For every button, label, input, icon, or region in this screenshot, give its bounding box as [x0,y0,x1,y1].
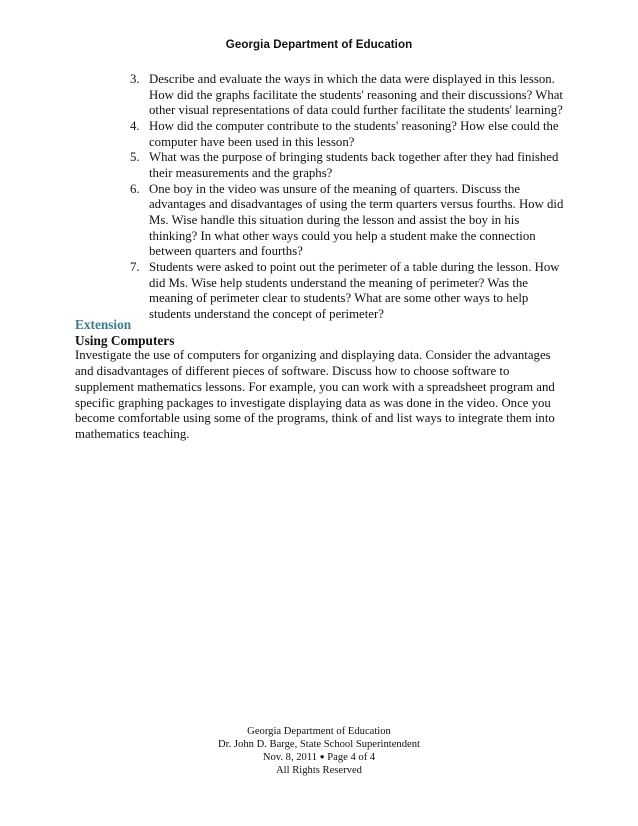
question-text: Describe and evaluate the ways in which the data were displayed in this lesson. How did the graphs facilitate the students' reasoning and their discussions? What other visual representations of data could further facilitate the students' learning? [149,72,563,118]
question-text: What was the purpose of bringing students back together after they had finished their measurements and the graphs? [149,150,559,180]
list-item [130,72,565,119]
footer-date: Nov. 8, 2011 [262,751,318,763]
bullet-separator-icon: ● [319,751,325,761]
list-item [130,150,565,181]
page-header [0,38,638,51]
question-number: 5. [130,150,140,165]
list-item [130,259,565,323]
discussion-question-list [0,72,638,323]
header-title: Georgia Department of Education [225,38,413,51]
extension-body: Investigate the use of computers for organizing and displaying data. Consider the advantages and disadvantages of different pieces of software. Discuss how to choose software to supplement mathematics lessons. For example, you can work with a spreadsheet program and specific graphing packages to investigate displaying data as was done in the video. Once you become comfortable using some of the programs, think of and list ways to integrate them into mathematics teaching. [75,348,555,441]
question-number: 3. [130,72,140,86]
footer-rights: All Rights Reserved [276,764,362,776]
list-item [130,118,565,150]
extension-section [75,317,565,443]
question-number: 6. [130,181,140,196]
extension-subheading: Using Computers [75,332,175,348]
footer-organization: Georgia Department of Education [247,726,391,737]
question-text: How did the computer contribute to the students' reasoning? How else could the computer have been used in this lesson? [149,118,559,149]
footer-superintendent: Dr. John D. Barge, State School Superintendent [218,738,420,750]
extension-heading: Extension [75,317,132,332]
page-footer [0,726,638,778]
question-text: Students were asked to point out the perimeter of a table during the lesson. How did Ms. Wise help students understand the meaning of perimeter? Was the meaning of perimeter clear to students? What are some other ways to help students understand the concept of perimeter? [149,259,560,321]
footer-date-page [0,752,638,765]
question-number: 7. [130,259,140,274]
question-text: One boy in the video was unsure of the meaning of quarters. Discuss the advantages and disadvantages of using the term quarters versus fourths. How did Ms. Wise handle this situation during the lesson and assist the boy in his thinking? In what other ways could you help a student make the connection between quarters and fourths? [149,181,564,259]
question-number: 4. [130,118,140,133]
list-item [130,181,565,260]
footer-page-number: Page 4 of 4 [327,751,376,763]
